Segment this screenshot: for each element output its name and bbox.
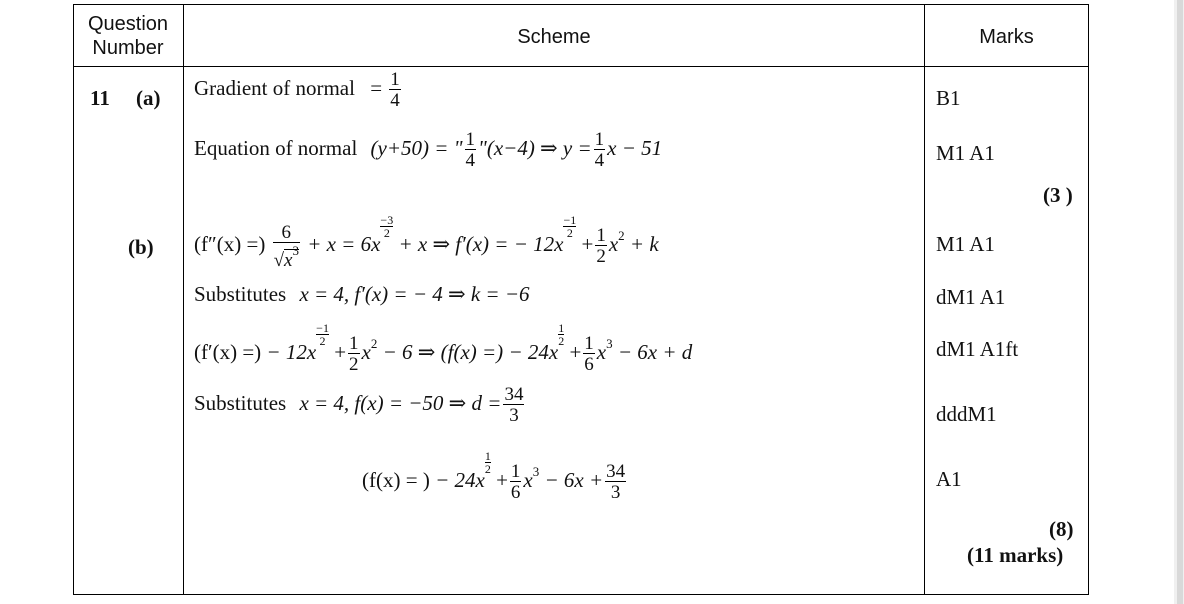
b3-x2-power: 3	[606, 336, 613, 351]
table-border-top	[73, 4, 1089, 5]
b3-plus2: +	[569, 340, 582, 364]
exp-num: 1	[570, 213, 577, 227]
b1-mid2: + x ⇒ f′(x) = − 12x	[398, 232, 564, 256]
b1-plus: +	[581, 232, 594, 256]
exponent-neg-3-2: $\frac{-3}{2}$	[380, 213, 394, 240]
header-divider	[73, 66, 1089, 67]
exp-den: 2	[558, 334, 565, 348]
b-line3-marks: dM1 A1ft	[936, 337, 1019, 361]
b3-x: x	[361, 340, 371, 364]
b1-half	[595, 226, 607, 266]
b-substitute-d-line	[194, 385, 526, 425]
exp-num: 1	[322, 321, 329, 335]
exp-num: 3	[387, 213, 394, 227]
exp-den: 2	[484, 462, 491, 476]
b3-exp2	[558, 322, 564, 347]
b1-k: + k	[629, 232, 659, 256]
scrollbar-thumb[interactable]	[1177, 0, 1183, 604]
b-integrate-line	[194, 322, 692, 374]
header-marks: Marks	[979, 26, 1034, 48]
a-normal-line	[194, 130, 662, 170]
b5-a: − 24x	[435, 468, 485, 492]
frac-num: 1	[465, 129, 476, 150]
a-gradient-line	[194, 70, 403, 110]
b3-a: − 12x	[266, 340, 317, 364]
frac-num: 6	[281, 221, 291, 243]
b1-mid: + x = 6x	[307, 232, 381, 256]
a-normal-mid: "(x−4) ⇒ y =	[478, 135, 592, 160]
part-b-label: (b)	[128, 235, 154, 259]
b1-lhs: (f″(x) =)	[194, 232, 266, 256]
header-scheme: Scheme	[517, 26, 591, 48]
frac-num: 1	[584, 333, 594, 355]
frac-den: 6	[510, 482, 521, 504]
frac-num: 1	[596, 225, 606, 247]
a-line2-marks: M1 A1	[936, 141, 995, 165]
b-line4-marks: dddM1	[936, 402, 997, 426]
b2-text: Substitutes	[194, 282, 287, 306]
b3-x-power: 2	[370, 336, 378, 351]
frac-den: 3	[503, 404, 524, 425]
b1-sqrt-fraction	[273, 223, 300, 270]
exp-num: 1	[558, 321, 565, 335]
question-number: 11	[90, 86, 110, 110]
a-normal-frac2	[594, 130, 606, 170]
b3-x2: x	[596, 340, 607, 364]
column-divider-1	[183, 4, 184, 595]
b5-b: − 6x +	[544, 468, 604, 492]
b-line2-marks: dM1 A1	[936, 285, 1006, 309]
b3-c: − 24x	[508, 340, 559, 364]
table-border-bottom	[73, 594, 1089, 595]
a-normal-lhs: (y+50) = "	[370, 135, 463, 160]
header-question-number: Question Number	[87, 13, 169, 59]
frac-den: 2	[596, 246, 606, 268]
frac-num: 1	[594, 129, 605, 150]
b1-x-power: 2	[618, 228, 625, 243]
a-gradient-fraction	[389, 70, 401, 110]
frac-den: 2	[349, 354, 359, 376]
b3-exp1: $\frac{-1}{2}$	[316, 321, 329, 348]
b-substitute-k-line	[194, 284, 530, 305]
b5-frac2	[605, 462, 626, 502]
b3-end: − 6x + d	[617, 340, 693, 364]
a-normal-frac1	[465, 130, 477, 170]
b5-exp	[485, 450, 491, 475]
b3-frac1	[348, 334, 360, 374]
a-normal-end: x − 51	[607, 135, 663, 160]
b4-fraction	[503, 385, 524, 425]
b-final-answer-line	[362, 450, 628, 502]
column-divider-2	[924, 4, 925, 595]
b5-x-power: 3	[532, 464, 540, 479]
vertical-scrollbar[interactable]	[1174, 0, 1184, 604]
b1-x: x	[608, 232, 619, 256]
radicand: x	[284, 249, 293, 271]
table-border-right	[1088, 4, 1089, 595]
frac-num: 34	[606, 461, 626, 483]
frac-num: 1	[510, 461, 521, 483]
b3-frac2	[583, 334, 595, 374]
frac-num: 34	[504, 384, 524, 405]
exp-den: 2	[380, 226, 393, 239]
a-total-marks: (3 )	[1043, 183, 1073, 207]
b4-text: Substitutes	[194, 390, 287, 415]
b-fdoubleprime-line	[194, 214, 659, 270]
frac-den: 6	[584, 354, 594, 376]
exp-num: 1	[484, 449, 491, 463]
a-normal-text: Equation of normal	[194, 135, 358, 160]
exponent-neg-1-2: $\frac{-1}{2}$	[563, 213, 577, 240]
a-gradient-text: Gradient of normal	[194, 75, 355, 100]
b3-plus: +	[334, 340, 347, 364]
frac-den: $√x^3$	[273, 242, 299, 271]
mark-scheme-table	[73, 4, 1089, 595]
a-line1-marks: B1	[936, 86, 961, 110]
frac-den: 4	[594, 150, 605, 171]
frac-den: 4	[465, 150, 476, 171]
b-total-marks: (8)	[1049, 517, 1074, 541]
b3-b: − 6 ⇒ (f(x) =)	[382, 340, 504, 364]
exp-den: 2	[316, 334, 329, 347]
part-a-label: (a)	[136, 86, 161, 110]
frac-den: 3	[605, 481, 626, 502]
frac-num: 1	[349, 333, 359, 355]
table-border-left	[73, 4, 74, 595]
radicand-power: 3	[292, 242, 299, 258]
frac-num: 1	[390, 69, 400, 90]
b5-lhs: (f(x) = )	[362, 468, 430, 492]
b4-math: x = 4, f(x) = −50 ⇒ d =	[299, 390, 502, 415]
b5-frac1	[510, 462, 522, 502]
b3-lhs: (f′(x) =)	[194, 340, 262, 364]
exp-den: 2	[563, 226, 576, 239]
question-grand-total: (11 marks)	[967, 543, 1064, 567]
b-line1-marks: M1 A1	[936, 232, 995, 256]
b5-plus: +	[496, 468, 508, 492]
b2-math: x = 4, f′(x) = − 4 ⇒ k = −6	[299, 282, 530, 306]
a-gradient-eq: =	[370, 75, 383, 100]
b-line5-marks: A1	[936, 467, 962, 491]
frac-den: 4	[390, 90, 400, 111]
b5-x: x	[523, 468, 533, 492]
